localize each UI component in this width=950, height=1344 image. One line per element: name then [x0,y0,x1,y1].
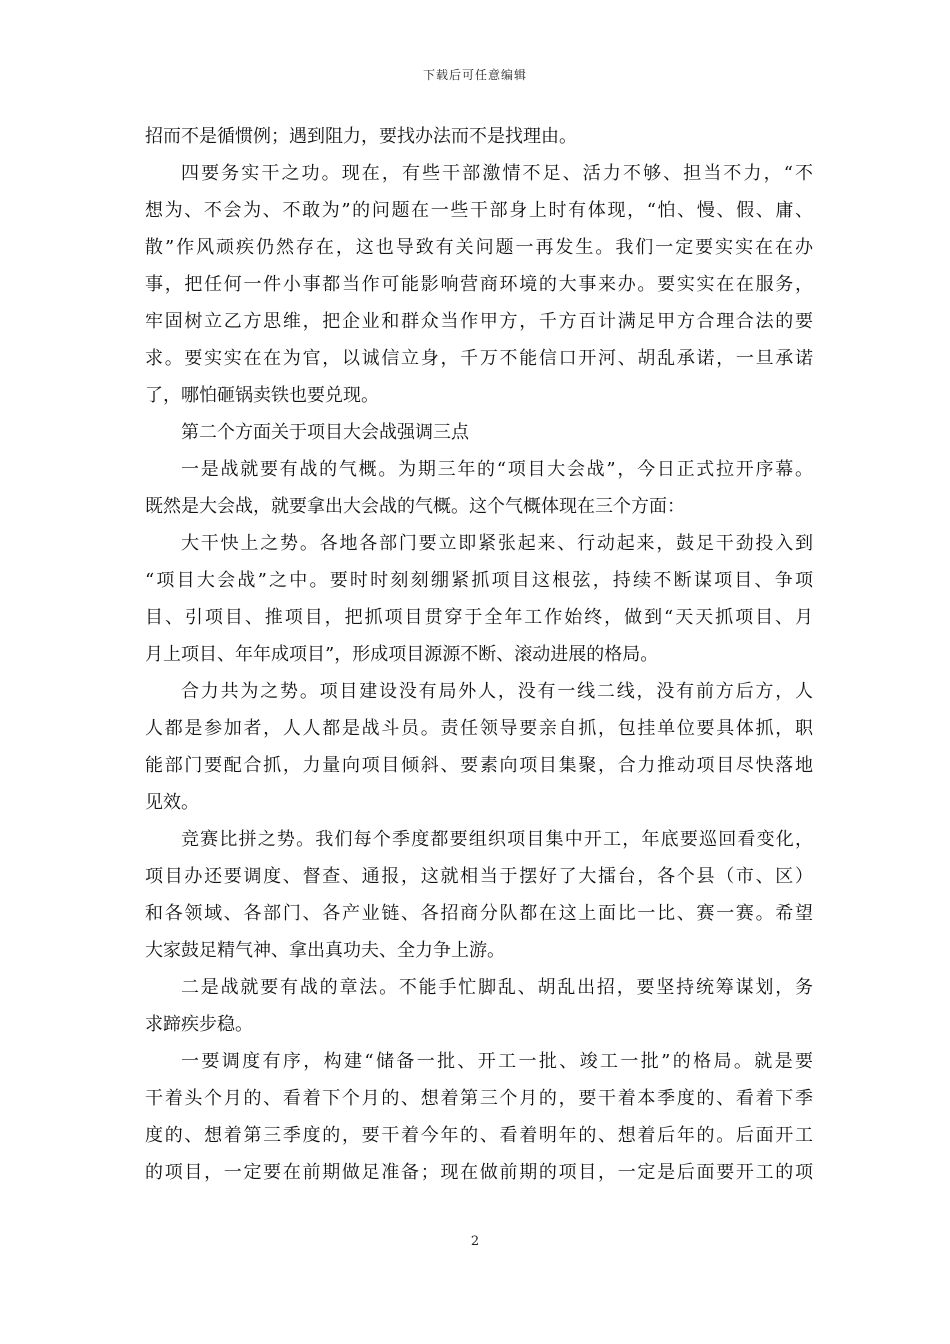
text-line: 见效。 [145,792,199,813]
text-line: 求蹄疾步稳。 [145,1014,253,1035]
text-line: 既然是大会战，就要拿出大会战的气概。这个气概体现在三个方面： [145,496,685,517]
text-line: 项目办还要调度、督查、通报，这就相当于摆好了大擂台，各个县（市、区） [145,866,813,887]
text-line: 想为、不会为、不敢为”的问题在一些干部身上时有体现，“怕、慢、假、庸、 [145,200,813,221]
text-line: 度的、想着第三季度的，要干着今年的、看着明年的、想着后年的。后面开工 [145,1125,813,1146]
text-line: 求。要实实在在为官，以诚信立身，千万不能信口开河、胡乱承诺，一旦承诺 [145,348,813,369]
text-line: 合力共为之势。项目建设没有局外人，没有一线二线，没有前方后方，人 [181,681,813,702]
text-line: 招而不是循惯例；遇到阻力，要找办法而不是找理由。 [145,126,577,147]
document-body [145,118,813,1191]
text-line: “项目大会战”之中。要时时刻刻绷紧抓项目这根弦，持续不断谋项目、争项 [145,570,813,591]
text-line: 目、引项目、推项目，把抓项目贯穿于全年工作始终，做到“天天抓项目、月 [145,607,813,628]
text-line: 一是战就要有战的气概。为期三年的“项目大会战”，今日正式拉开序幕。 [181,459,813,480]
text-line: 大家鼓足精气神、拿出真功夫、全力争上游。 [145,940,505,961]
text-line: 和各领域、各部门、各产业链、各招商分队都在这上面比一比、赛一赛。希望 [145,903,813,924]
text-line: 四要务实干之功。现在，有些干部激情不足、活力不够、担当不力，“不 [181,163,813,184]
text-line: 月上项目、年年成项目”，形成项目源源不断、滚动进展的格局。 [145,644,659,665]
text-line: 牢固树立乙方思维，把企业和群众当作甲方，千方百计满足甲方合理合法的要 [145,311,813,332]
text-line: 竞赛比拼之势。我们每个季度都要组织项目集中开工，年底要巡回看变化， [181,829,813,850]
text-line: 二是战就要有战的章法。不能手忙脚乱、胡乱出招，要坚持统筹谋划，务 [181,977,813,998]
page-header: 下载后可任意编辑 [422,68,527,82]
text-line: 第二个方面关于项目大会战强调三点 [181,422,469,443]
text-line: 干着头个月的、看着下个月的、想着第三个月的，要干着本季度的、看着下季 [145,1088,813,1109]
text-line: 事，把任何一件小事都当作可能影响营商环境的大事来办。要实实在在服务， [145,274,813,295]
text-line: 人都是参加者，人人都是战斗员。责任领导要亲自抓，包挂单位要具体抓，职 [145,718,813,739]
text-line: 的项目，一定要在前期做足准备；现在做前期的项目，一定是后面要开工的项 [145,1162,813,1183]
text-line: 了，哪怕砸锅卖铁也要兑现。 [145,385,379,406]
text-line: 能部门要配合抓，力量向项目倾斜、要素向项目集聚，合力推动项目尽快落地 [145,755,813,776]
page-number: 2 [470,1234,480,1249]
text-line: 大干快上之势。各地各部门要立即紧张起来、行动起来，鼓足干劲投入到 [181,533,813,554]
text-line: 一要调度有序，构建“储备一批、开工一批、竣工一批”的格局。就是要 [181,1051,813,1072]
text-line: 散”作风顽疾仍然存在，这也导致有关问题一再发生。我们一定要实实在在办 [145,237,813,258]
